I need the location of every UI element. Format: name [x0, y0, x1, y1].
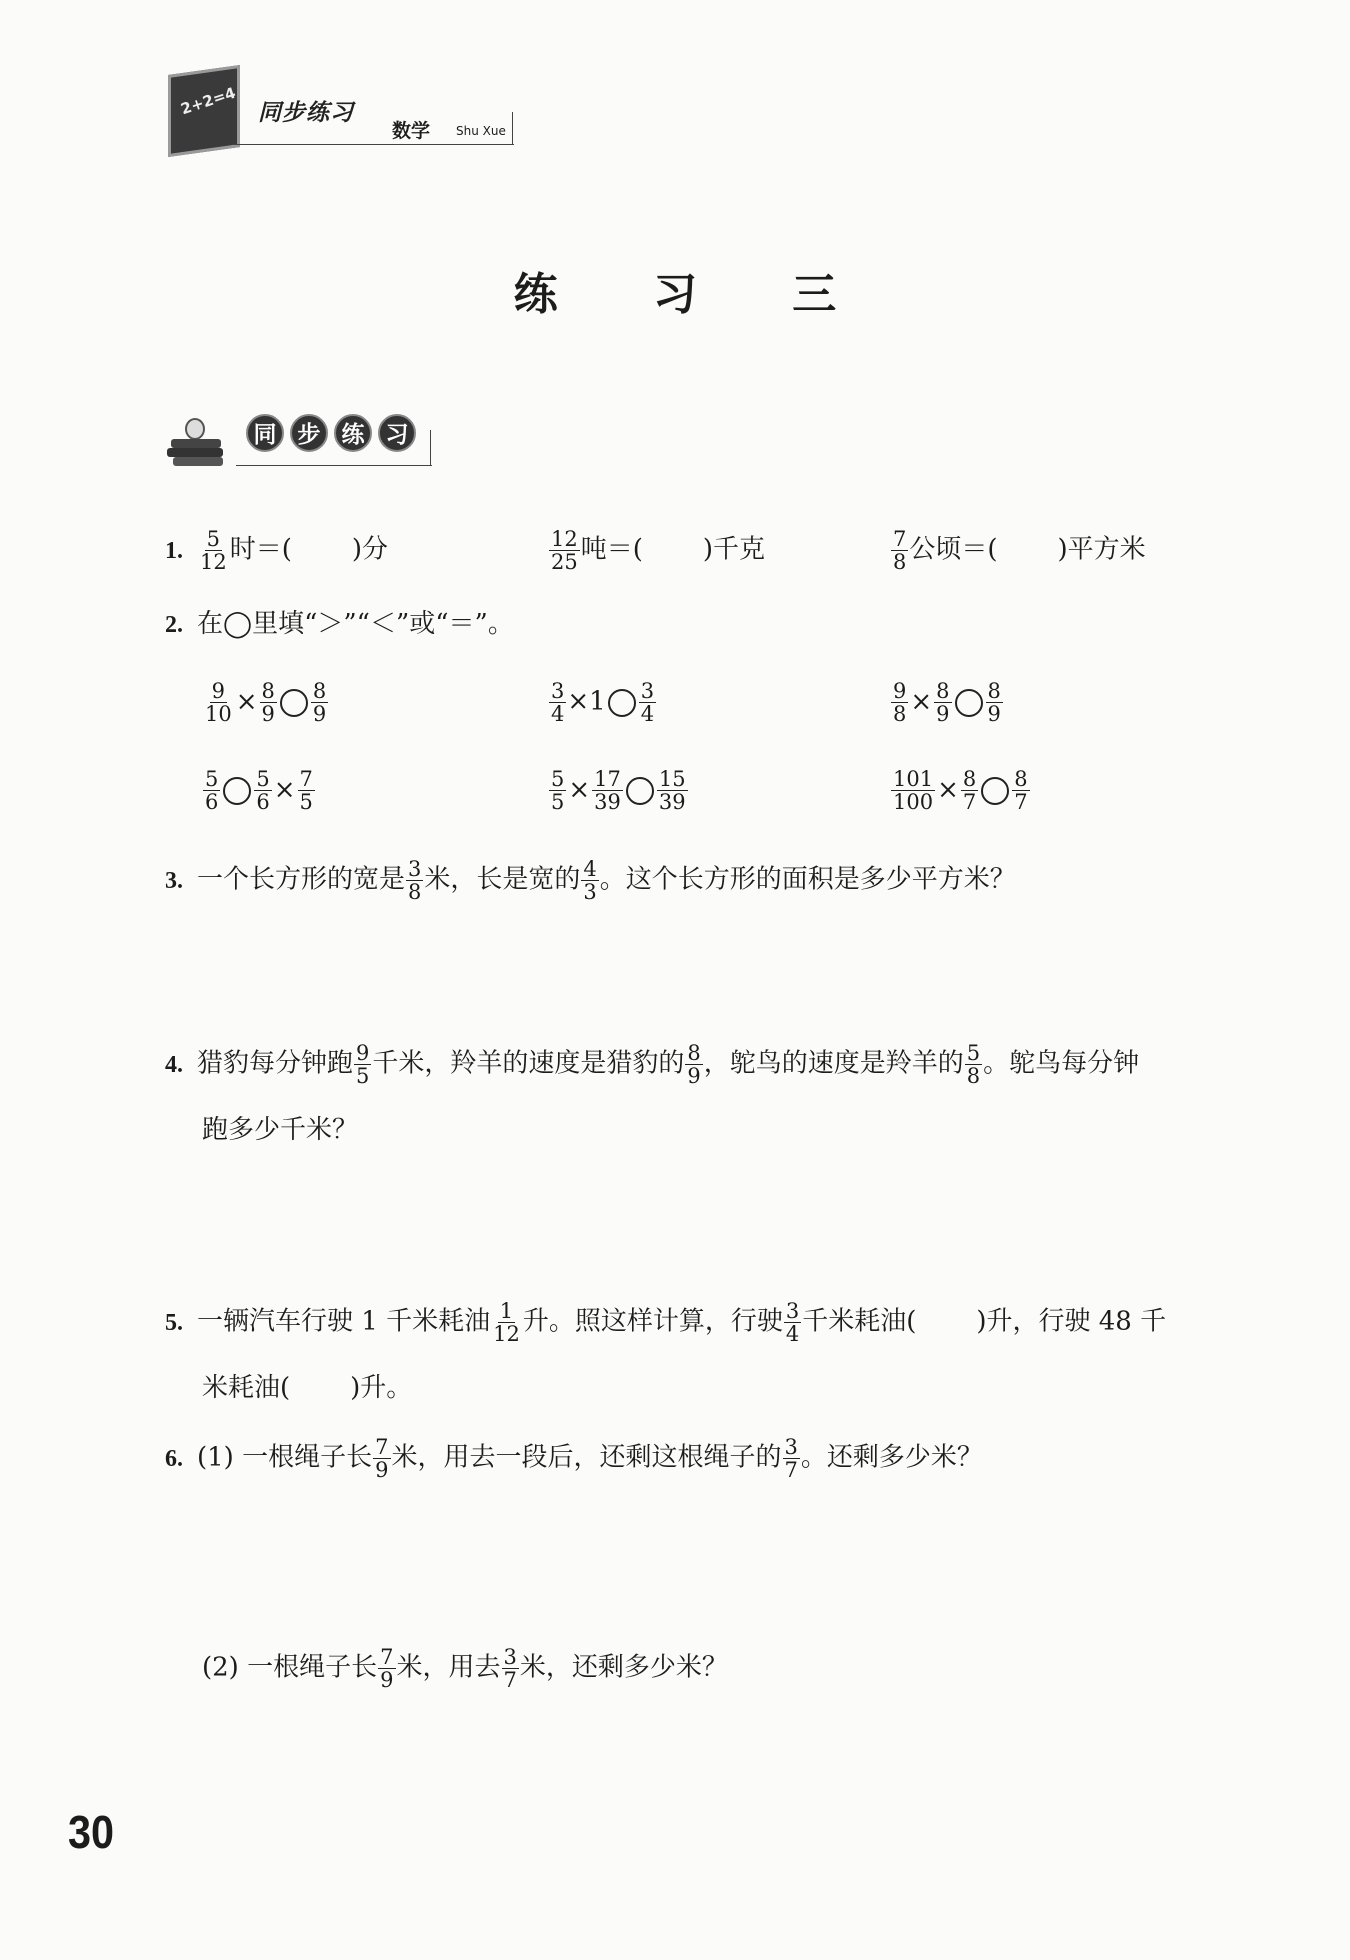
answer-circle[interactable] [280, 689, 308, 717]
header-rule-tick [512, 112, 513, 144]
section-char-4: 习 [378, 414, 416, 452]
q6-number: 6. [165, 1445, 183, 1472]
q2-number: 2. [165, 612, 183, 638]
answer-circle[interactable] [626, 777, 654, 805]
fraction: $\frac{5}{12}$ [200, 527, 227, 574]
q2-expr-5: $\frac{5}{5}$ × $\frac{17}{39}$ $\frac{15}{39}$ [551, 767, 686, 814]
section-char-2: 步 [290, 414, 328, 452]
q5-text-line2: 米耗油( )升。 [202, 1373, 413, 1403]
fraction: $\frac{7}{8}$ [893, 527, 907, 574]
section-char-3: 练 [334, 414, 372, 452]
q3-number: 3. [165, 867, 183, 894]
q4-text-line2: 跑多少千米？ [202, 1115, 359, 1145]
q2-expr-3: $\frac{9}{8}$ × $\frac{8}{9}$ $\frac{8}{9}$ [893, 679, 1001, 726]
section-rule-tick [430, 430, 431, 466]
page-title: 练 习 三 [513, 269, 877, 320]
q6-part2: (2) 一根绳子长 $\frac{7}{9}$ 米，用去 $\frac{3}{7}$ 米，还剩多少米？ [202, 1645, 728, 1692]
answer-circle[interactable] [955, 689, 983, 717]
section-char-1: 同 [246, 414, 284, 452]
answer-circle[interactable] [223, 777, 251, 805]
header-rule [232, 144, 514, 145]
books-lamp-icon [165, 415, 229, 469]
q2-prompt: 2. 在◯里填“＞”“＜”或“＝”。 [165, 609, 514, 639]
header-pinyin: Shu Xue [456, 124, 506, 138]
q2-expr-1: $\frac{9}{10}$ × $\frac{8}{9}$ $\frac{8}{9}$ [205, 679, 327, 726]
chalkboard-text: 2+2=4 [178, 83, 238, 119]
q1-item-1: 1. $\frac{5}{12}$ 时＝( )分 [165, 527, 389, 574]
fraction: $\frac{12}{25}$ [551, 527, 578, 574]
q4-text: 4. 猎豹每分钟跑 $\frac{9}{5}$ 千米，羚羊的速度是猎豹的 $\frac{8}{9}$ ，鸵鸟的速度是羚羊的 $\frac{5}{8}$ 。鸵鸟每分钟 [165, 1041, 1140, 1088]
q2-expr-6: $\frac{101}{100}$ × $\frac{8}{7}$ $\frac{8}{7}$ [893, 767, 1028, 814]
q1-number: 1. [165, 537, 183, 564]
q1-item-2: $\frac{12}{25}$ 吨＝( )千克 [551, 527, 766, 574]
page-number: 30 [68, 1806, 115, 1858]
q6-part1: 6. (1) 一根绳子长 $\frac{7}{9}$ 米，用去一段后，还剩这根绳子的 $\frac{3}{7}$ 。还剩多少米？ [165, 1435, 983, 1482]
answer-circle[interactable] [608, 689, 636, 717]
q5-number: 5. [165, 1309, 183, 1336]
header-title: 同步练习 [258, 100, 354, 126]
q3-text: 3. 一个长方形的宽是 $\frac{3}{8}$ 米，长是宽的 $\frac{4}{3}$ 。这个长方形的面积是多少平方米？ [165, 857, 1016, 904]
q2-expr-2: $\frac{3}{4}$ ×1 $\frac{3}{4}$ [551, 679, 655, 726]
q1-item-3: $\frac{7}{8}$ 公顷＝( )平方米 [893, 527, 1146, 574]
section-rule [236, 465, 432, 466]
q2-expr-4: $\frac{5}{6}$ $\frac{5}{6}$ × $\frac{7}{5}$ [205, 767, 313, 814]
q4-number: 4. [165, 1051, 183, 1078]
q5-text: 5. 一辆汽车行驶 1 千米耗油 $\frac{1}{12}$ 升。照这样计算，行驶 $\frac{3}{4}$ 千米耗油( )升，行驶 48 千 [165, 1299, 1167, 1346]
header-subject: 数学 [392, 120, 431, 142]
answer-circle[interactable] [981, 777, 1009, 805]
